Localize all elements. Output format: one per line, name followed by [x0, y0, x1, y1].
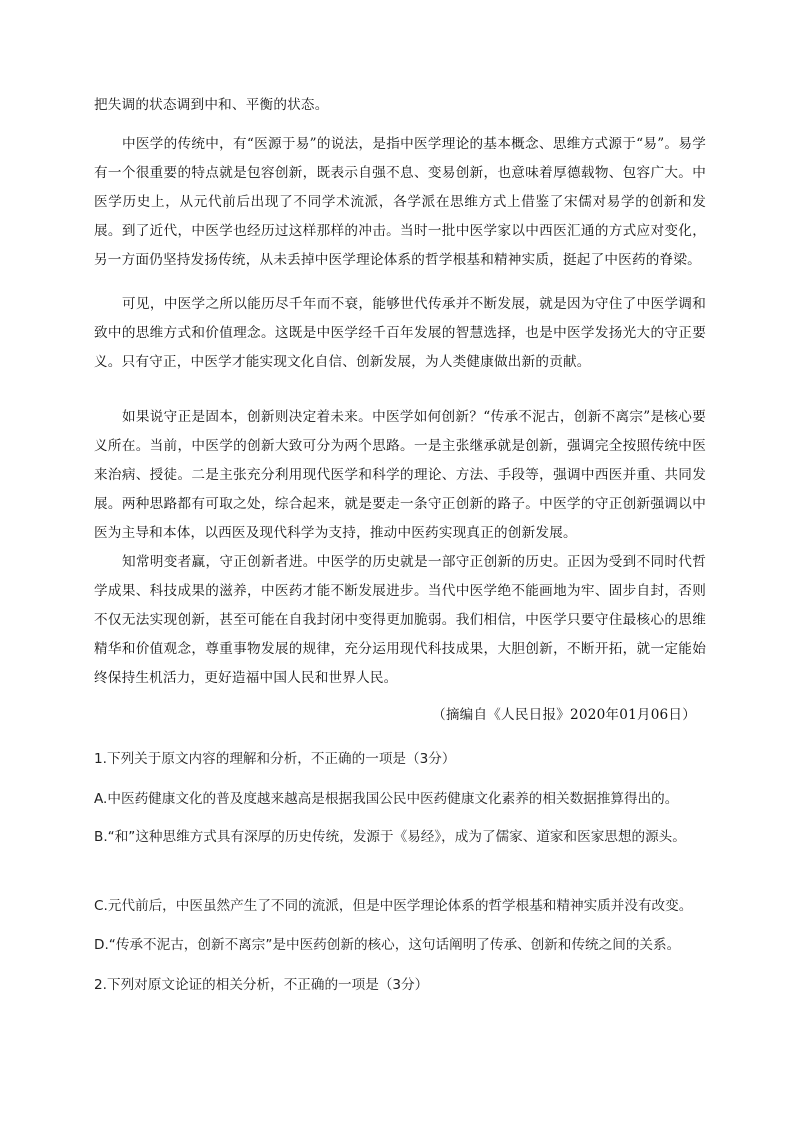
passage-paragraph-3: 如果说守正是固本，创新则决定着未来。中医学如何创新？“传承不泥古，创新不离宗”是核心要义所在。当前，中医学的创新大致可分为两个思路。一是主张继承就是创新，强调完全按照传统中医来治病、授徒。二是主张充分利用现代医学和科学的理论、方法、手段等，强调中西医并重、共同发展。两种思路都有可取之处，综合起来，就是要走一条守正创新的路子。中医学的守正创新强调以中医为主导和本体，以西医及现代科学为支持，推动中医药实现真正的创新发展。: [94, 409, 706, 541]
question-1-option-d: D.“传承不泥古，创新不离宗”是中医药创新的核心，这句话阐明了传承、创新和传统之间的关系。: [94, 937, 681, 953]
question-2-stem: 2.下列对原文论证的相关分析，不正确的一项是（3分）: [94, 977, 429, 993]
passage-source: （摘编自《人民日报》2020年01月06日）: [432, 707, 696, 723]
passage-paragraph-1: 中医学的传统中，有“医源于易”的说法，是指中医学理论的基本概念、思维方式源于“易”。易学有一个很重要的特点就是包容创新，既表示自强不息、变易创新，也意味着厚德载物、包容广大。中医学历史上，从元代前后出现了不同学术流派，各学派在思维方式上借鉴了宋儒对易学的创新和发展。到了近代，中医学也经历过这样那样的冲击。当时一批中医学家以中西医汇通的方式应对变化，另一方面仍坚持发扬传统，从未丢掉中医学理论体系的哲学根基和精神实质，挺起了中医药的脊梁。: [94, 136, 706, 268]
passage-paragraph-2: 可见，中医学之所以能历尽千年而不衰，能够世代传承并不断发展，就是因为守住了中医学调和致中的思维方式和价值理念。这既是中医学经千百年发展的智慧选择，也是中医学发扬光大的守正要义。只有守正，中医学才能实现文化自信、创新发展，为人类健康做出新的贡献。: [94, 296, 706, 370]
passage-paragraph-4: 知常明变者赢，守正创新者进。中医学的历史就是一部守正创新的历史。正因为受到不同时代哲学成果、科技成果的滋养，中医药才能不断发展进步。当代中医学绝不能画地为牢、固步自封，否则不仅无法实现创新，甚至可能在自我封闭中变得更加脆弱。我们相信，中医学只要守住最核心的思维精华和价值观念，尊重事物发展的规律，充分运用现代科技成果，大胆创新，不断开拓，就一定能始终保持生机活力，更好造福中国人民和世界人民。: [94, 554, 706, 686]
passage-continuation: 把失调的状态调到中和、平衡的状态。: [94, 97, 329, 113]
question-1-option-a: A.中医药健康文化的普及度越来越高是根据我国公民中医药健康文化素养的相关数据推算得出的。: [94, 791, 679, 807]
question-1-stem: 1.下列关于原文内容的理解和分析，不正确的一项是（3分）: [94, 751, 456, 767]
question-1-option-b: B.“和”这种思维方式具有深厚的历史传统，发源于《易经》，成为了儒家、道家和医家思想的源头。: [94, 829, 686, 845]
question-1-option-c: C.元代前后，中医虽然产生了不同的流派，但是中医学理论体系的哲学根基和精神实质并没有改变。: [94, 898, 693, 914]
